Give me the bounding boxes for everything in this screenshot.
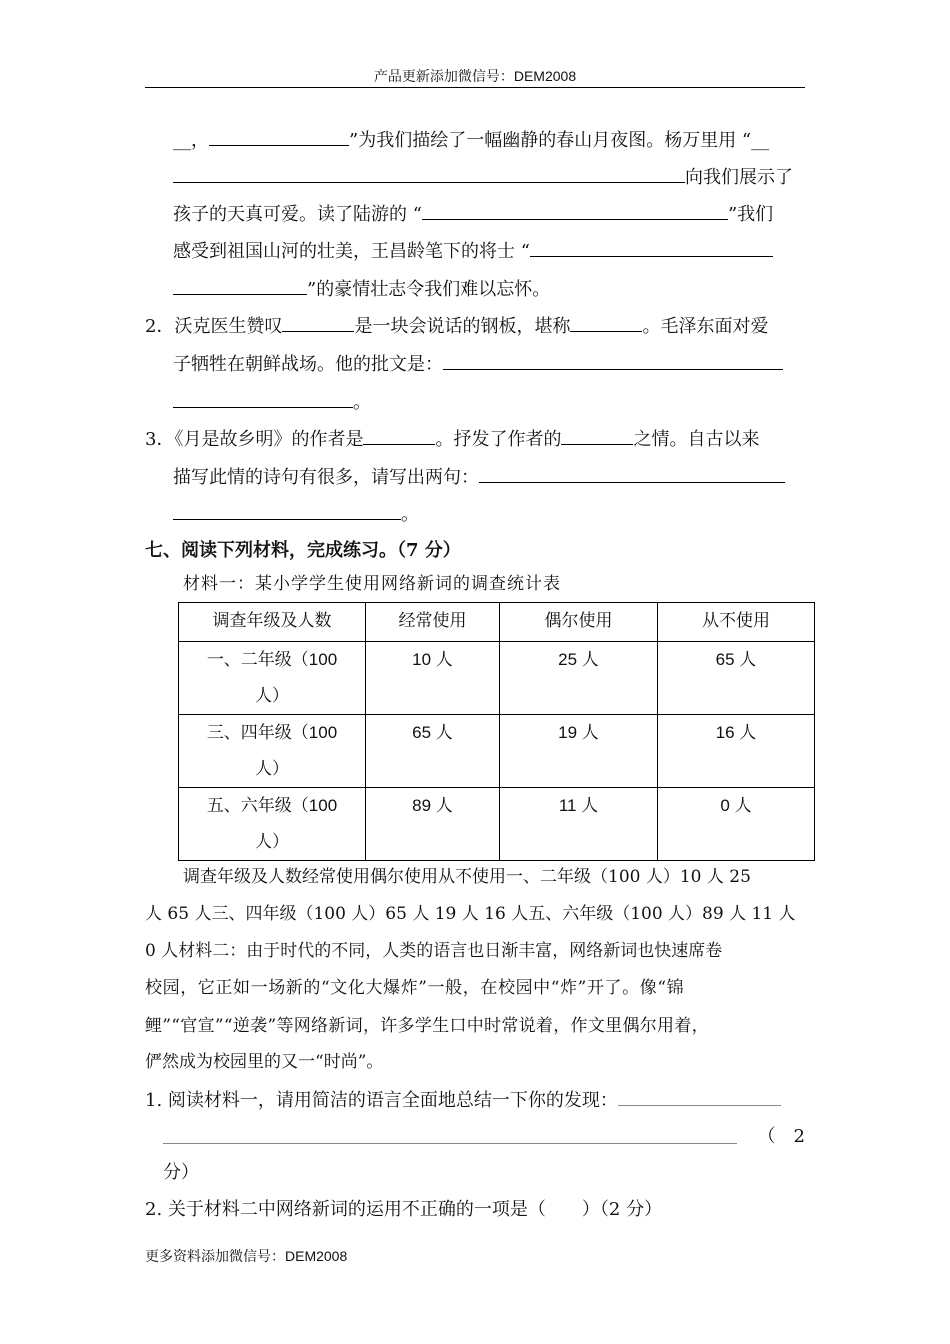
q1-l1-a: __， — [173, 130, 209, 151]
q3-l3-end: 。 — [401, 504, 419, 525]
answer-blank[interactable] — [561, 426, 633, 445]
q2-l2: 子牺牲在朝鲜战场。他的批文是： — [173, 354, 443, 375]
q1-l2-end: 向我们展示了 — [685, 167, 793, 188]
grade-cell: 三、四年级（100 人） — [179, 715, 366, 788]
grade-cell: 五、六年级（100 人） — [179, 788, 366, 861]
often-cell: 10 人 — [366, 642, 500, 715]
answer-blank[interactable] — [173, 164, 685, 183]
answer-blank[interactable] — [173, 389, 353, 408]
table-header: 偶尔使用 — [500, 603, 658, 642]
paragraph-line: 0 人材料二：由于时代的不同，人类的语言也日渐丰富，网络新词也快速席卷 — [145, 941, 723, 961]
q1-line-3 — [173, 201, 773, 227]
q1-l1-b: ”为我们描绘了一幅幽静的春山月夜图。杨万里用 “__ — [349, 130, 770, 151]
answer-blank[interactable] — [163, 1125, 737, 1144]
q2-line-2 — [173, 351, 783, 377]
page-header: 产品更新添加微信号：DEM2008 — [373, 68, 577, 84]
q2-number: 2． — [145, 316, 175, 337]
s7-q2-text: 2. 关于材料二中网络新词的运用不正确的一项是（ ）（2 分） — [145, 1199, 663, 1220]
q3-line-1 — [145, 426, 759, 452]
answer-blank[interactable] — [173, 276, 307, 295]
q1-l5-b: ”的豪情壮志令我们难以忘怀。 — [307, 279, 551, 300]
paragraph-line: 人 65 人三、四年级（100 人）65 人 19 人 16 人五、六年级（100 人）89 人 11 人 — [145, 904, 796, 924]
q2-l1-a: 沃克医生赞叹 — [174, 316, 283, 337]
q3-l2: 描写此情的诗句有很多，请写出两句： — [173, 467, 479, 488]
paragraph-line: 鲤”“官宣”“逆袭”等网络新词，许多学生口中时常说着，作文里偶尔用着， — [145, 1016, 709, 1036]
answer-blank[interactable] — [443, 351, 783, 370]
paragraph-line: 调查年级及人数经常使用偶尔使用从不使用一、二年级（100 人）10 人 25 — [183, 867, 751, 887]
header-divider — [145, 87, 805, 88]
answer-blank[interactable] — [570, 313, 642, 332]
q1-l3-a: 孩子的天真可爱。读了陆游的 “ — [173, 204, 422, 225]
table-header: 经常使用 — [366, 603, 500, 642]
q1-line-2 — [173, 164, 793, 190]
answer-blank[interactable] — [530, 238, 773, 257]
s7-q1-text: 1. 阅读材料一，请用简洁的语言全面地总结一下你的发现： — [145, 1090, 618, 1111]
q1-line-4 — [173, 238, 773, 264]
q3-line-2 — [173, 464, 785, 490]
paragraph-line: 校园，它正如一场新的“文化大爆炸”一般，在校园中“炸”开了。像“锦 — [145, 978, 685, 998]
q3-l1-a: 《月是故乡明》的作者是 — [174, 429, 364, 450]
q3-line-3 — [173, 501, 419, 527]
q2-l3-end: 。 — [353, 392, 371, 413]
answer-blank[interactable] — [479, 464, 785, 483]
answer-blank[interactable] — [282, 313, 354, 332]
q1-l3-b: ”我们 — [727, 204, 774, 225]
q1-line-5 — [173, 276, 550, 302]
s7-q1-line-2 — [163, 1125, 805, 1151]
q2-line-1 — [145, 313, 768, 339]
answer-blank[interactable] — [363, 426, 435, 445]
often-cell: 89 人 — [366, 788, 500, 861]
paragraph-line: 俨然成为校园里的又一“时尚”。 — [145, 1052, 384, 1072]
q2-l1-c: 。毛泽东面对爱 — [642, 316, 769, 337]
table-header: 从不使用 — [658, 603, 815, 642]
s7-q1-score-b: 分） — [163, 1162, 199, 1183]
q1-l4-a: 感受到祖国山河的壮美，王昌龄笔下的将士 “ — [173, 241, 530, 262]
answer-blank[interactable] — [422, 201, 728, 220]
page-footer: 更多资料添加微信号：DEM2008 — [145, 1248, 348, 1264]
never-cell: 0 人 — [658, 788, 815, 861]
table-header: 调查年级及人数 — [179, 603, 366, 642]
answer-blank[interactable] — [209, 127, 349, 146]
never-cell: 16 人 — [658, 715, 815, 788]
q3-l1-b: 。抒发了作者的 — [435, 429, 562, 450]
often-cell: 65 人 — [366, 715, 500, 788]
table-row — [179, 642, 815, 715]
q2-l1-b: 是一块会说话的钢板，堪称 — [354, 316, 571, 337]
q1-line-1 — [173, 127, 769, 153]
s7-q1-score-a: （ 2 — [757, 1126, 805, 1147]
table-row — [179, 715, 815, 788]
sometimes-cell: 19 人 — [500, 715, 658, 788]
table-row — [179, 788, 815, 861]
answer-blank[interactable] — [618, 1087, 781, 1106]
s7-q1-line-1 — [145, 1087, 781, 1113]
q2-line-3 — [173, 389, 371, 415]
survey-table — [178, 602, 815, 861]
sometimes-cell: 11 人 — [500, 788, 658, 861]
sometimes-cell: 25 人 — [500, 642, 658, 715]
grade-cell: 一、二年级（100 人） — [179, 642, 366, 715]
material1-title: 材料一：某小学学生使用网络新词的调查统计表 — [183, 574, 561, 594]
answer-blank[interactable] — [173, 501, 401, 520]
never-cell: 65 人 — [658, 642, 815, 715]
q3-number: 3． — [145, 429, 175, 450]
q3-l1-c: 之情。自古以来 — [633, 429, 760, 450]
table-header-row — [179, 603, 815, 642]
section-heading: 七、阅读下列材料，完成练习。（7 分） — [145, 540, 461, 561]
